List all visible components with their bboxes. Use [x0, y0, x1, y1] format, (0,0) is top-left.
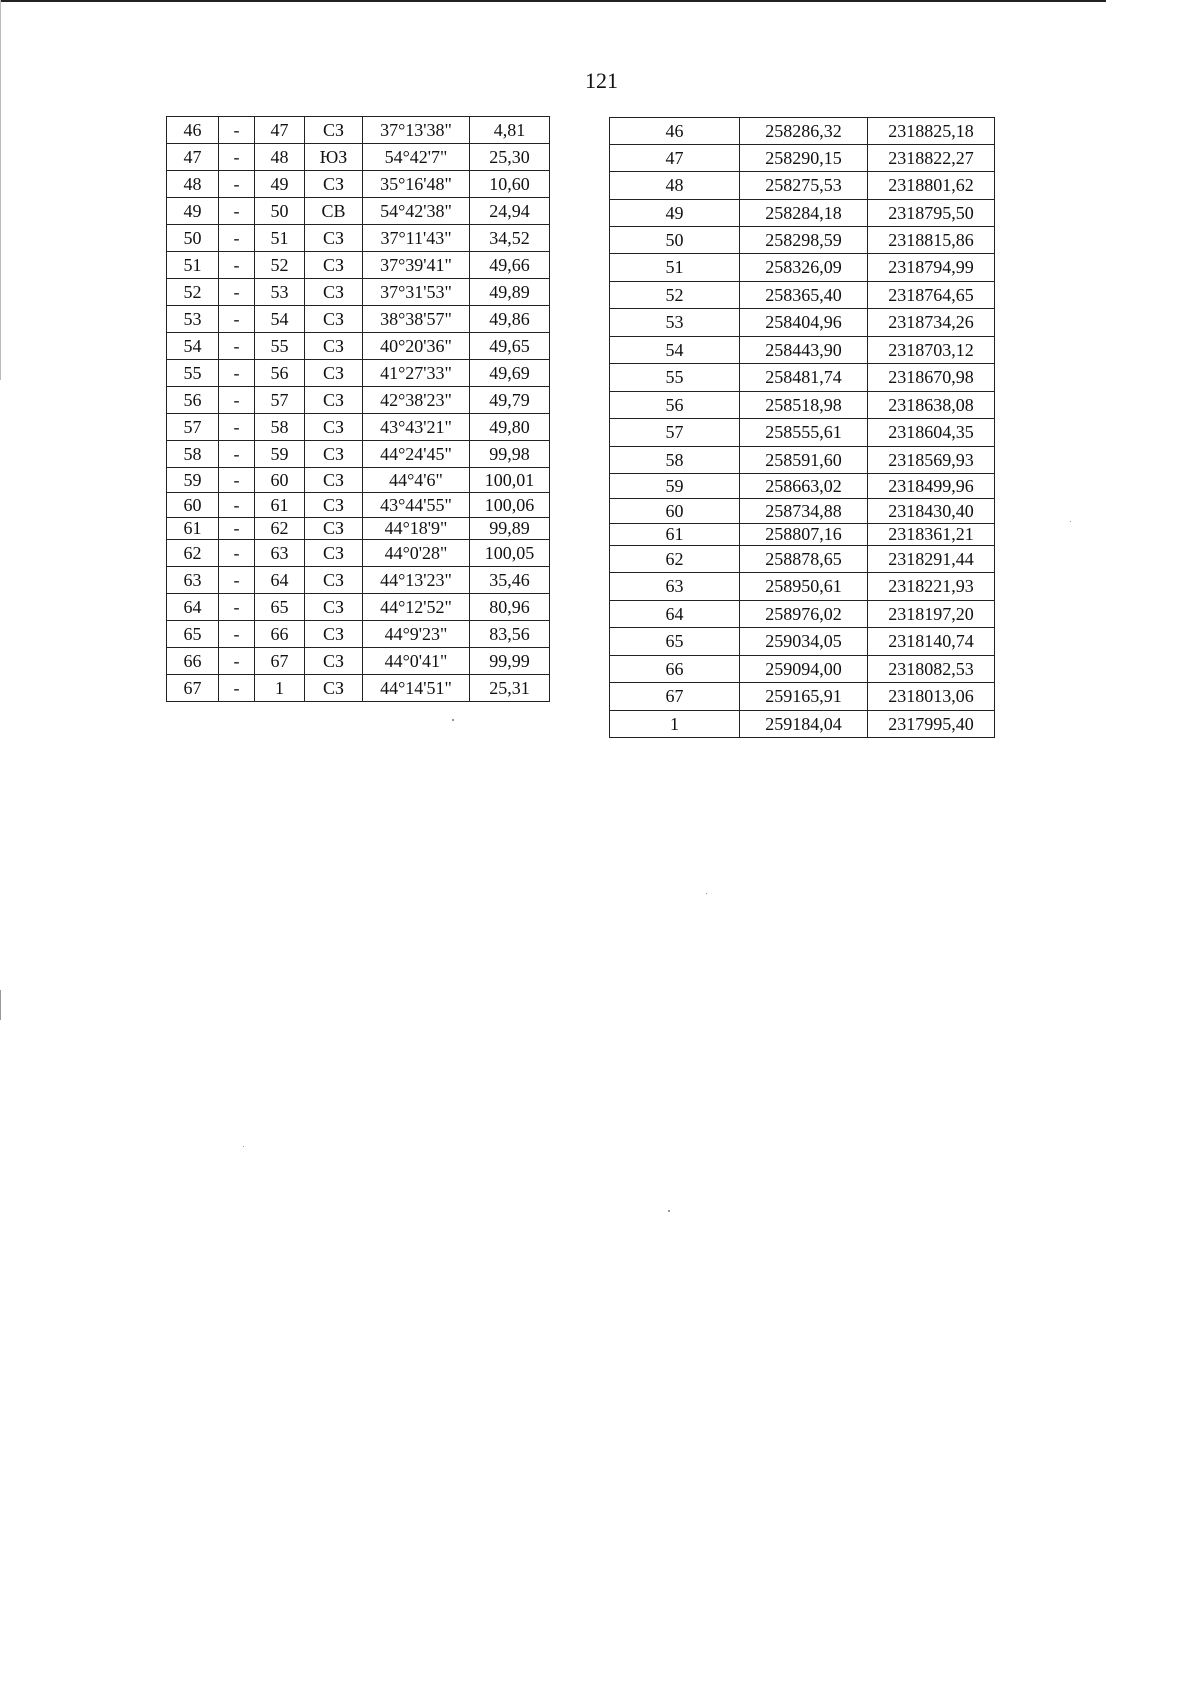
y-coordinate-cell: 2318291,44 [868, 546, 995, 573]
distance-cell: 49,89 [470, 279, 550, 306]
bearings-table [166, 116, 550, 702]
from-point-cell: 51 [167, 252, 219, 279]
to-point-cell: 66 [255, 621, 305, 648]
separator-cell: - [219, 252, 255, 279]
y-coordinate-cell: 2318604,35 [868, 419, 995, 447]
from-point-cell: 55 [167, 360, 219, 387]
table-row [610, 419, 995, 447]
to-point-cell: 1 [255, 675, 305, 702]
bearing-angle-cell: 43°43'21" [363, 414, 470, 441]
distance-cell: 49,80 [470, 414, 550, 441]
x-coordinate-cell: 258976,02 [740, 601, 868, 628]
y-coordinate-cell: 2318795,50 [868, 200, 995, 227]
x-coordinate-cell: 258518,98 [740, 392, 868, 419]
to-point-cell: 53 [255, 279, 305, 306]
table-row [610, 601, 995, 628]
coordinates-table [609, 117, 995, 738]
separator-cell: - [219, 279, 255, 306]
y-coordinate-cell: 2317995,40 [868, 711, 995, 738]
bearing-angle-cell: 35°16'48" [363, 171, 470, 198]
from-point-cell: 50 [167, 225, 219, 252]
distance-cell: 100,06 [470, 493, 550, 518]
table-row [610, 546, 995, 573]
point-number-cell: 64 [610, 601, 740, 628]
from-point-cell: 65 [167, 621, 219, 648]
point-number-cell: 57 [610, 419, 740, 447]
separator-cell: - [219, 333, 255, 360]
bearing-angle-cell: 40°20'36" [363, 333, 470, 360]
point-number-cell: 48 [610, 172, 740, 200]
table-row [610, 656, 995, 683]
table-row [610, 145, 995, 172]
table-row [610, 683, 995, 711]
x-coordinate-cell: 258555,61 [740, 419, 868, 447]
y-coordinate-cell: 2318794,99 [868, 254, 995, 282]
to-point-cell: 60 [255, 468, 305, 493]
scan-speck [243, 1146, 244, 1147]
table-row [167, 675, 550, 702]
table-row [167, 306, 550, 333]
direction-cell: СЗ [305, 621, 363, 648]
bearing-angle-cell: 37°13'38" [363, 117, 470, 144]
y-coordinate-cell: 2318140,74 [868, 628, 995, 656]
distance-cell: 25,31 [470, 675, 550, 702]
scan-top-border [0, 0, 1106, 2]
table-row [610, 573, 995, 601]
point-number-cell: 46 [610, 118, 740, 145]
point-number-cell: 65 [610, 628, 740, 656]
separator-cell: - [219, 171, 255, 198]
to-point-cell: 56 [255, 360, 305, 387]
table-row [167, 144, 550, 171]
point-number-cell: 61 [610, 524, 740, 546]
coordinates-table-body [610, 118, 995, 738]
point-number-cell: 59 [610, 474, 740, 499]
direction-cell: СВ [305, 198, 363, 225]
point-number-cell: 54 [610, 337, 740, 364]
x-coordinate-cell: 258443,90 [740, 337, 868, 364]
bearing-angle-cell: 41°27'33" [363, 360, 470, 387]
to-point-cell: 47 [255, 117, 305, 144]
x-coordinate-cell: 258404,96 [740, 309, 868, 337]
table-row [610, 524, 995, 546]
y-coordinate-cell: 2318764,65 [868, 282, 995, 309]
bearing-angle-cell: 44°18'9" [363, 518, 470, 540]
point-number-cell: 62 [610, 546, 740, 573]
distance-cell: 99,89 [470, 518, 550, 540]
y-coordinate-cell: 2318825,18 [868, 118, 995, 145]
scan-speck [452, 719, 454, 721]
bearing-angle-cell: 37°11'43" [363, 225, 470, 252]
x-coordinate-cell: 258290,15 [740, 145, 868, 172]
direction-cell: СЗ [305, 518, 363, 540]
to-point-cell: 63 [255, 540, 305, 567]
point-number-cell: 58 [610, 447, 740, 474]
point-number-cell: 67 [610, 683, 740, 711]
x-coordinate-cell: 258734,88 [740, 499, 868, 524]
y-coordinate-cell: 2318638,08 [868, 392, 995, 419]
y-coordinate-cell: 2318499,96 [868, 474, 995, 499]
direction-cell: СЗ [305, 333, 363, 360]
separator-cell: - [219, 144, 255, 171]
to-point-cell: 49 [255, 171, 305, 198]
table-row [167, 594, 550, 621]
bearing-angle-cell: 54°42'7" [363, 144, 470, 171]
x-coordinate-cell: 258275,53 [740, 172, 868, 200]
x-coordinate-cell: 258663,02 [740, 474, 868, 499]
from-point-cell: 46 [167, 117, 219, 144]
direction-cell: СЗ [305, 493, 363, 518]
direction-cell: СЗ [305, 540, 363, 567]
table-row [167, 279, 550, 306]
table-row [167, 252, 550, 279]
point-number-cell: 50 [610, 227, 740, 254]
point-number-cell: 1 [610, 711, 740, 738]
to-point-cell: 52 [255, 252, 305, 279]
bearing-angle-cell: 54°42'38" [363, 198, 470, 225]
from-point-cell: 59 [167, 468, 219, 493]
point-number-cell: 49 [610, 200, 740, 227]
distance-cell: 25,30 [470, 144, 550, 171]
scan-speck [706, 893, 707, 894]
distance-cell: 49,79 [470, 387, 550, 414]
table-row [167, 540, 550, 567]
separator-cell: - [219, 567, 255, 594]
table-row [610, 499, 995, 524]
bearing-angle-cell: 43°44'55" [363, 493, 470, 518]
separator-cell: - [219, 117, 255, 144]
table-row [610, 118, 995, 145]
bearing-angle-cell: 38°38'57" [363, 306, 470, 333]
separator-cell: - [219, 518, 255, 540]
from-point-cell: 47 [167, 144, 219, 171]
distance-cell: 10,60 [470, 171, 550, 198]
table-row [167, 518, 550, 540]
table-row [610, 364, 995, 392]
point-number-cell: 53 [610, 309, 740, 337]
separator-cell: - [219, 225, 255, 252]
table-row [610, 711, 995, 738]
from-point-cell: 63 [167, 567, 219, 594]
distance-cell: 4,81 [470, 117, 550, 144]
y-coordinate-cell: 2318569,93 [868, 447, 995, 474]
direction-cell: СЗ [305, 360, 363, 387]
to-point-cell: 61 [255, 493, 305, 518]
point-number-cell: 66 [610, 656, 740, 683]
direction-cell: СЗ [305, 252, 363, 279]
to-point-cell: 62 [255, 518, 305, 540]
table-row [610, 172, 995, 200]
from-point-cell: 61 [167, 518, 219, 540]
x-coordinate-cell: 258591,60 [740, 447, 868, 474]
from-point-cell: 64 [167, 594, 219, 621]
table-row [610, 474, 995, 499]
separator-cell: - [219, 493, 255, 518]
from-point-cell: 52 [167, 279, 219, 306]
point-number-cell: 56 [610, 392, 740, 419]
table-row [610, 254, 995, 282]
table-row [167, 387, 550, 414]
x-coordinate-cell: 258284,18 [740, 200, 868, 227]
x-coordinate-cell: 258326,09 [740, 254, 868, 282]
to-point-cell: 54 [255, 306, 305, 333]
y-coordinate-cell: 2318734,26 [868, 309, 995, 337]
table-row [610, 337, 995, 364]
y-coordinate-cell: 2318822,27 [868, 145, 995, 172]
y-coordinate-cell: 2318670,98 [868, 364, 995, 392]
y-coordinate-cell: 2318082,53 [868, 656, 995, 683]
to-point-cell: 50 [255, 198, 305, 225]
table-row [167, 333, 550, 360]
from-point-cell: 57 [167, 414, 219, 441]
point-number-cell: 55 [610, 364, 740, 392]
separator-cell: - [219, 387, 255, 414]
distance-cell: 49,66 [470, 252, 550, 279]
x-coordinate-cell: 258365,40 [740, 282, 868, 309]
direction-cell: СЗ [305, 441, 363, 468]
table-row [167, 117, 550, 144]
x-coordinate-cell: 259184,04 [740, 711, 868, 738]
separator-cell: - [219, 441, 255, 468]
direction-cell: СЗ [305, 171, 363, 198]
table-row [610, 282, 995, 309]
x-coordinate-cell: 258298,59 [740, 227, 868, 254]
bearing-angle-cell: 42°38'23" [363, 387, 470, 414]
y-coordinate-cell: 2318703,12 [868, 337, 995, 364]
page-number: 121 [585, 68, 618, 93]
separator-cell: - [219, 648, 255, 675]
to-point-cell: 51 [255, 225, 305, 252]
table-row [167, 441, 550, 468]
direction-cell: СЗ [305, 675, 363, 702]
scan-left-edge [0, 0, 1, 380]
separator-cell: - [219, 468, 255, 493]
separator-cell: - [219, 306, 255, 333]
direction-cell: СЗ [305, 279, 363, 306]
distance-cell: 35,46 [470, 567, 550, 594]
separator-cell: - [219, 414, 255, 441]
distance-cell: 49,86 [470, 306, 550, 333]
x-coordinate-cell: 258481,74 [740, 364, 868, 392]
direction-cell: СЗ [305, 648, 363, 675]
to-point-cell: 65 [255, 594, 305, 621]
distance-cell: 99,99 [470, 648, 550, 675]
from-point-cell: 62 [167, 540, 219, 567]
x-coordinate-cell: 258286,32 [740, 118, 868, 145]
direction-cell: СЗ [305, 468, 363, 493]
point-number-cell: 60 [610, 499, 740, 524]
to-point-cell: 58 [255, 414, 305, 441]
to-point-cell: 67 [255, 648, 305, 675]
x-coordinate-cell: 259034,05 [740, 628, 868, 656]
y-coordinate-cell: 2318801,62 [868, 172, 995, 200]
table-row [167, 567, 550, 594]
direction-cell: СЗ [305, 414, 363, 441]
from-point-cell: 67 [167, 675, 219, 702]
distance-cell: 100,05 [470, 540, 550, 567]
table-row [167, 414, 550, 441]
from-point-cell: 48 [167, 171, 219, 198]
table-row [167, 198, 550, 225]
bearing-angle-cell: 37°31'53" [363, 279, 470, 306]
separator-cell: - [219, 540, 255, 567]
separator-cell: - [219, 621, 255, 648]
distance-cell: 49,69 [470, 360, 550, 387]
from-point-cell: 54 [167, 333, 219, 360]
point-number-cell: 52 [610, 282, 740, 309]
point-number-cell: 63 [610, 573, 740, 601]
table-row [167, 648, 550, 675]
distance-cell: 99,98 [470, 441, 550, 468]
distance-cell: 24,94 [470, 198, 550, 225]
from-point-cell: 60 [167, 493, 219, 518]
bearing-angle-cell: 44°0'41" [363, 648, 470, 675]
bearings-table-body [167, 117, 550, 702]
separator-cell: - [219, 594, 255, 621]
table-row [167, 493, 550, 518]
table-row [167, 225, 550, 252]
table-row [610, 309, 995, 337]
direction-cell: ЮЗ [305, 144, 363, 171]
bearing-angle-cell: 44°9'23" [363, 621, 470, 648]
table-row [167, 621, 550, 648]
bearing-angle-cell: 37°39'41" [363, 252, 470, 279]
to-point-cell: 55 [255, 333, 305, 360]
separator-cell: - [219, 198, 255, 225]
bearing-angle-cell: 44°14'51" [363, 675, 470, 702]
point-number-cell: 51 [610, 254, 740, 282]
y-coordinate-cell: 2318221,93 [868, 573, 995, 601]
table-row [167, 360, 550, 387]
separator-cell: - [219, 675, 255, 702]
bearing-angle-cell: 44°0'28" [363, 540, 470, 567]
x-coordinate-cell: 259094,00 [740, 656, 868, 683]
distance-cell: 49,65 [470, 333, 550, 360]
direction-cell: СЗ [305, 387, 363, 414]
point-number-cell: 47 [610, 145, 740, 172]
to-point-cell: 59 [255, 441, 305, 468]
scan-speck [1070, 521, 1071, 522]
table-row [610, 628, 995, 656]
to-point-cell: 48 [255, 144, 305, 171]
direction-cell: СЗ [305, 594, 363, 621]
distance-cell: 80,96 [470, 594, 550, 621]
table-row [610, 447, 995, 474]
to-point-cell: 57 [255, 387, 305, 414]
y-coordinate-cell: 2318430,40 [868, 499, 995, 524]
direction-cell: СЗ [305, 225, 363, 252]
y-coordinate-cell: 2318197,20 [868, 601, 995, 628]
distance-cell: 100,01 [470, 468, 550, 493]
table-row [167, 171, 550, 198]
bearing-angle-cell: 44°12'52" [363, 594, 470, 621]
bearing-angle-cell: 44°4'6" [363, 468, 470, 493]
y-coordinate-cell: 2318815,86 [868, 227, 995, 254]
table-row [610, 392, 995, 419]
from-point-cell: 53 [167, 306, 219, 333]
distance-cell: 34,52 [470, 225, 550, 252]
direction-cell: СЗ [305, 567, 363, 594]
distance-cell: 83,56 [470, 621, 550, 648]
to-point-cell: 64 [255, 567, 305, 594]
direction-cell: СЗ [305, 306, 363, 333]
table-row [610, 227, 995, 254]
x-coordinate-cell: 259165,91 [740, 683, 868, 711]
direction-cell: СЗ [305, 117, 363, 144]
table-row [167, 468, 550, 493]
from-point-cell: 58 [167, 441, 219, 468]
scan-speck [668, 1210, 670, 1212]
bearing-angle-cell: 44°13'23" [363, 567, 470, 594]
from-point-cell: 66 [167, 648, 219, 675]
y-coordinate-cell: 2318361,21 [868, 524, 995, 546]
bearing-angle-cell: 44°24'45" [363, 441, 470, 468]
x-coordinate-cell: 258807,16 [740, 524, 868, 546]
table-row [610, 200, 995, 227]
from-point-cell: 56 [167, 387, 219, 414]
separator-cell: - [219, 360, 255, 387]
from-point-cell: 49 [167, 198, 219, 225]
y-coordinate-cell: 2318013,06 [868, 683, 995, 711]
x-coordinate-cell: 258950,61 [740, 573, 868, 601]
scan-left-edge-mark [0, 990, 1, 1020]
x-coordinate-cell: 258878,65 [740, 546, 868, 573]
